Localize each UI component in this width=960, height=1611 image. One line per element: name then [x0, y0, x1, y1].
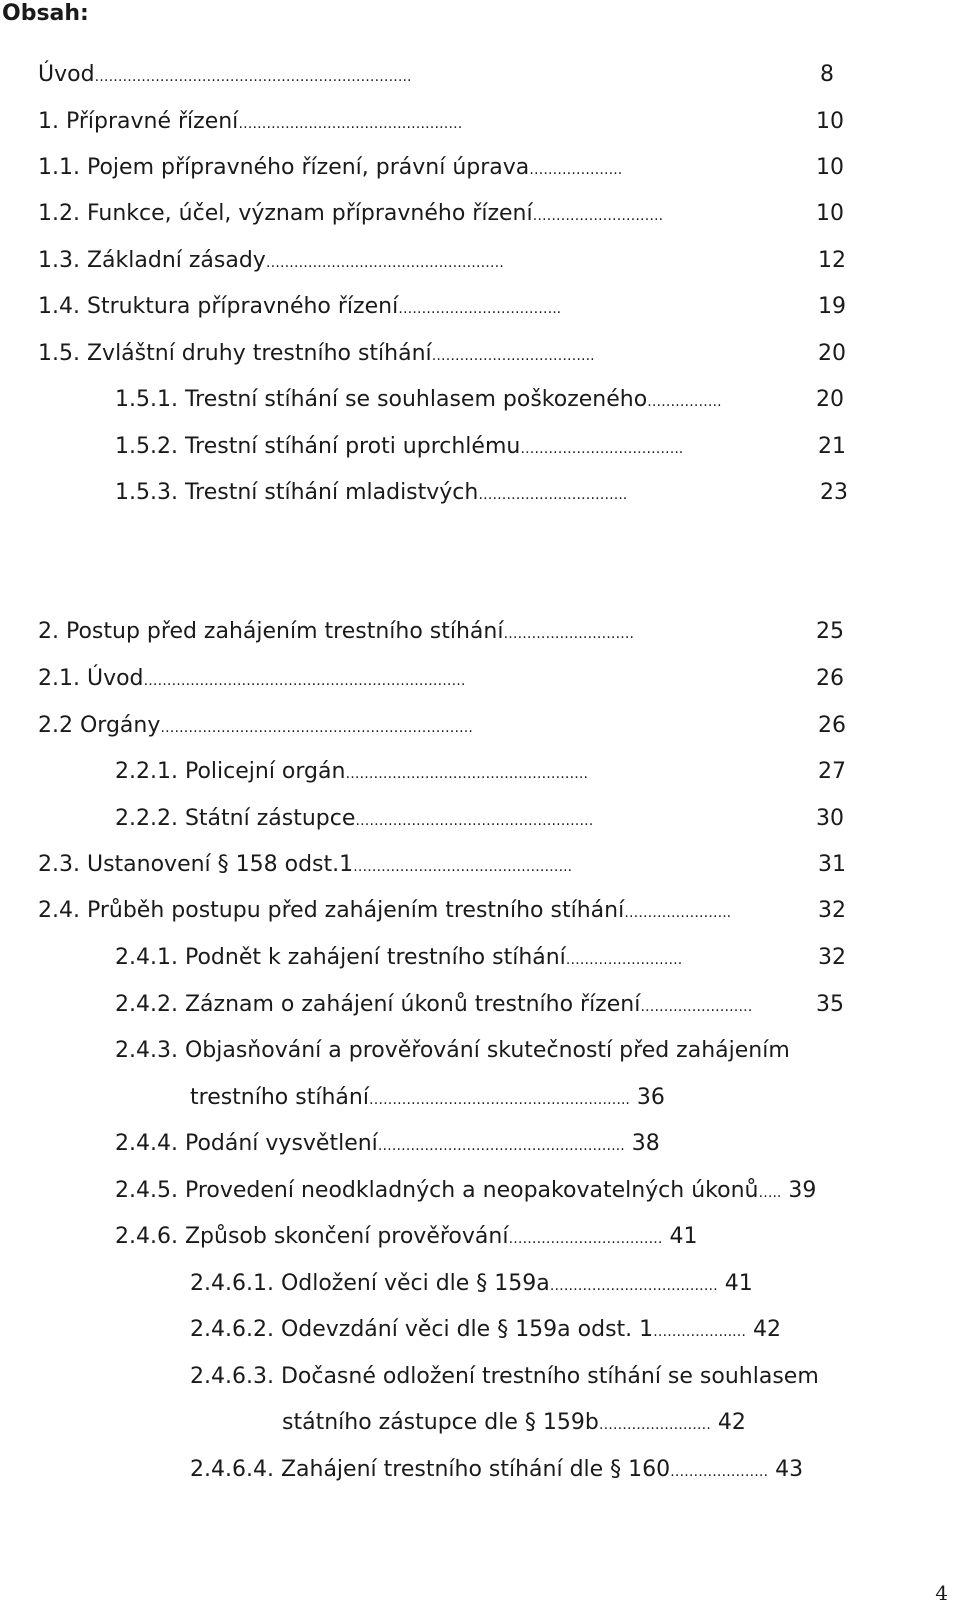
toc-entry-label: 1.5.1. Trestní stíhání se souhlasem poškozeného — [115, 387, 648, 412]
toc-entry-label: 2.4.4. Podání vysvětlení — [115, 1131, 378, 1156]
toc-entry — [190, 1362, 819, 1392]
toc-entry — [38, 292, 561, 322]
toc-entry-page: 42 — [710, 1410, 746, 1435]
toc-entry-label: 2.4.1. Podnět k zahájení trestního stíhání — [115, 945, 566, 970]
toc-entry-label: státního zástupce dle § 159b — [282, 1410, 599, 1435]
toc-entry-leader: …………………………………………………………. — [160, 720, 473, 736]
toc-entry — [282, 1408, 746, 1438]
toc-entry-label: 2.2.2. Státní zástupce — [115, 806, 356, 831]
toc-entry-leader: …………………………….. — [431, 348, 595, 364]
toc-entry-page: 41 — [662, 1224, 698, 1249]
toc-entry-label: 2.4.6.1. Odložení věci dle § 159a — [190, 1271, 550, 1296]
toc-entry-page: 26 — [816, 666, 844, 691]
toc-entry-label: 1.5. Zvláštní druhy trestního stíhání — [38, 341, 432, 366]
toc-entry — [115, 757, 588, 787]
toc-entry-leader: ………………………….. — [478, 487, 628, 503]
toc-entry-label: 1.2. Funkce, účel, význam přípravného řízení — [38, 201, 533, 226]
toc-entry-label: 2. Postup před zahájením trestního stíhání — [38, 619, 504, 644]
toc-entry-label: 2.4.3. Objasňování a prověřování skutečností před zahájením — [115, 1038, 790, 1063]
toc-entry-page: 20 — [818, 341, 846, 366]
toc-entry-label: 2.1. Úvod — [38, 666, 144, 691]
toc-entry-page: 25 — [816, 619, 844, 644]
toc-entry-leader: ………………………. — [503, 626, 634, 642]
toc-entry — [115, 478, 627, 508]
toc-entry-page: 41 — [717, 1271, 753, 1296]
toc-entry — [190, 1455, 803, 1485]
toc-entry-page: 26 — [818, 713, 846, 738]
toc-entry — [38, 60, 411, 90]
toc-entry — [38, 153, 622, 183]
toc-entry-leader: …………………………………………………………… — [143, 673, 466, 689]
toc-entry-page: 39 — [781, 1178, 817, 1203]
toc-entry-leader: ………………… — [670, 1464, 769, 1480]
toc-entry-leader: ………………….. — [624, 905, 732, 921]
toc-entry — [38, 107, 462, 137]
toc-entry-label: 1. Přípravné řízení — [38, 109, 239, 134]
toc-entry-label: 1.3. Základní zásady — [38, 248, 266, 273]
toc-entry — [115, 1176, 816, 1206]
toc-entry-page: 30 — [816, 806, 844, 831]
toc-entry — [38, 246, 504, 276]
toc-entry-leader: ………………………………………… — [238, 116, 463, 132]
toc-entry-label: 2.4.5. Provedení neodkladných a neopakovatelných úkonů — [115, 1178, 759, 1203]
toc-entry-leader: …………………………….. — [520, 441, 684, 457]
toc-entry — [115, 1222, 697, 1252]
toc-entry — [38, 199, 663, 229]
toc-entry-leader: ……………………………………………. — [345, 766, 588, 782]
toc-entry-leader: …………………… — [640, 999, 753, 1015]
toc-entry-page: 21 — [818, 434, 846, 459]
toc-entry-label: 2.4. Průběh postupu před zahájením trestního stíhání — [38, 898, 625, 923]
toc-entry-leader: ….. — [758, 1185, 782, 1201]
toc-entry-leader: …………………………………………… — [265, 255, 504, 271]
toc-entry-label: 2.4.6. Způsob skončení prověřování — [115, 1224, 509, 1249]
toc-entry — [190, 1315, 781, 1345]
toc-entry-page: 31 — [818, 852, 846, 877]
toc-entry-label: 1.1. Pojem přípravného řízení, právní úprava — [38, 155, 530, 180]
toc-entry-page: 36 — [629, 1085, 665, 1110]
toc-entry — [115, 1129, 660, 1159]
toc-entry-page: 8 — [820, 62, 834, 87]
toc-entry-page: 12 — [818, 248, 846, 273]
toc-entry-page: 38 — [624, 1131, 660, 1156]
toc-entry-page: 20 — [816, 387, 844, 412]
toc-entry-leader: ……………. — [647, 394, 722, 410]
toc-entry-label: 2.4.2. Záznam o zahájení úkonů trestního řízení — [115, 992, 641, 1017]
toc-entry-leader: ……………………………………………….. — [368, 1092, 630, 1108]
toc-entry — [38, 617, 634, 647]
toc-entry-leader: ……………………………… — [549, 1278, 718, 1294]
toc-entry — [115, 943, 682, 973]
toc-entry-page: 10 — [816, 201, 844, 226]
toc-entry-label: 2.3. Ustanovení § 158 odst.1 — [38, 852, 354, 877]
toc-entry-leader: ……………….. — [529, 162, 623, 178]
toc-entry — [115, 1036, 790, 1066]
toc-entry-leader: ……………..… — [653, 1324, 747, 1340]
toc-entry-leader: …………………………… — [508, 1231, 663, 1247]
toc-entry — [38, 850, 572, 880]
toc-entry-label: 1.5.2. Trestní stíhání proti uprchlému — [115, 434, 521, 459]
toc-entry — [190, 1083, 665, 1113]
toc-entry — [190, 1269, 753, 1299]
toc-entry — [115, 432, 683, 462]
toc-entry-label: 2.2.1. Policejní orgán — [115, 759, 346, 784]
toc-entry-leader: ………………………. — [532, 208, 664, 224]
toc-entry-page: 32 — [818, 898, 846, 923]
toc-entry-page: 10 — [816, 155, 844, 180]
toc-entry-leader: ……………………………………….. — [353, 859, 573, 875]
toc-entry-leader: …………………… — [598, 1417, 711, 1433]
toc-entry — [115, 385, 722, 415]
toc-entry — [38, 896, 731, 926]
toc-entry-page: 32 — [818, 945, 846, 970]
toc-entry — [115, 990, 752, 1020]
toc-entry-label: 2.2 Orgány — [38, 713, 161, 738]
toc-entry — [38, 664, 466, 694]
toc-entry-label: Úvod — [38, 62, 95, 87]
toc-entry-leader: …………………………………………… — [355, 813, 594, 829]
page-number: 4 — [935, 1581, 948, 1605]
toc-entry-label: 1.5.3. Trestní stíhání mladistvých — [115, 480, 479, 505]
toc-entry-page: 23 — [820, 480, 848, 505]
toc-entry-page: 10 — [816, 109, 844, 134]
toc-entry-page: 35 — [816, 992, 844, 1017]
toc-entry-label: 2.4.6.2. Odevzdání věci dle § 159a odst. 1 — [190, 1317, 654, 1342]
toc-entry — [38, 339, 595, 369]
toc-entry-leader: …………………………….. — [398, 301, 562, 317]
toc-entry-leader: ………………………………………………………….. — [94, 69, 412, 85]
toc-entry-leader: …………………………………………….. — [377, 1138, 625, 1154]
toc-entry-label: 1.4. Struktura přípravného řízení — [38, 294, 399, 319]
toc-heading: Obsah: — [2, 1, 89, 26]
toc-entry — [115, 804, 593, 834]
toc-entry-page: 19 — [818, 294, 846, 319]
toc-entry-page: 27 — [818, 759, 846, 784]
toc-entry-page: 43 — [768, 1457, 804, 1482]
toc-entry-label: 2.4.6.3. Dočasné odložení trestního stíhání se souhlasem — [190, 1364, 819, 1389]
toc-entry-leader: ……………………. — [565, 952, 683, 968]
toc-entry-label: 2.4.6.4. Zahájení trestního stíhání dle § 160 — [190, 1457, 671, 1482]
toc-entry — [38, 711, 473, 741]
toc-entry-label: trestního stíhání — [190, 1085, 369, 1110]
toc-entry-page: 42 — [746, 1317, 782, 1342]
